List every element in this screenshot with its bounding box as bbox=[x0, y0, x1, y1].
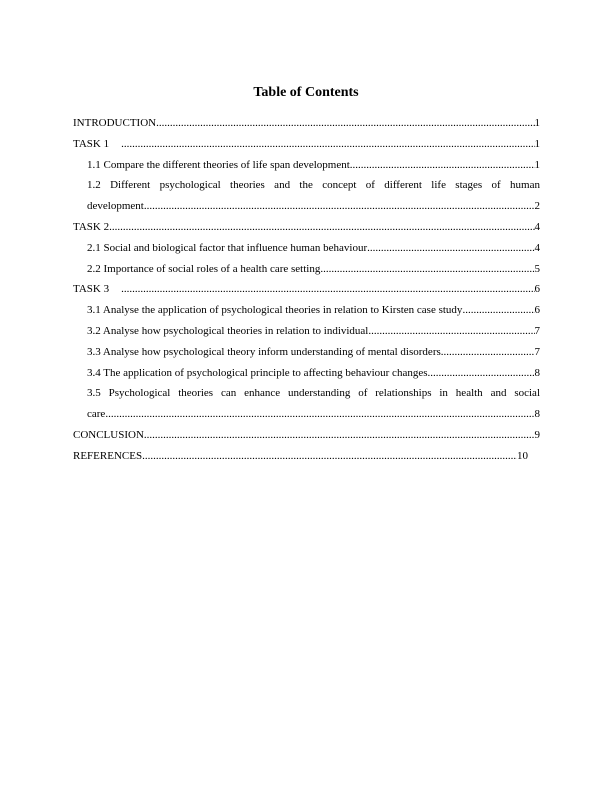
toc-entry-line2 bbox=[87, 196, 540, 217]
dot-leader bbox=[367, 238, 534, 259]
toc-entry-page: 6 bbox=[534, 304, 540, 317]
toc-entry-label: 3.4 The application of psychological principle to affecting behaviour changes bbox=[87, 366, 428, 379]
dot-leader bbox=[441, 342, 535, 363]
dot-leader bbox=[121, 279, 534, 300]
toc-entry-task-3[interactable] bbox=[73, 279, 540, 300]
toc-entry-page: 7 bbox=[534, 345, 540, 358]
toc-entry-label: 3.2 Analyse how psychological theories in relation to individual bbox=[87, 324, 369, 337]
toc-entry-label: INTRODUCTION bbox=[73, 117, 157, 129]
toc-entry-page: 10 bbox=[517, 449, 528, 462]
dot-leader bbox=[427, 363, 534, 384]
dot-leader bbox=[109, 217, 534, 238]
toc-entry-1-1[interactable] bbox=[73, 155, 540, 176]
toc-entry-page: 8 bbox=[534, 366, 540, 379]
dot-leader bbox=[320, 259, 534, 280]
toc-entry-3-5[interactable] bbox=[73, 383, 540, 425]
toc-entry-label: 1.1 Compare the different theories of life span development bbox=[87, 158, 350, 171]
toc-entry-page: 6 bbox=[534, 283, 540, 296]
toc-entry-task-1[interactable] bbox=[73, 134, 540, 155]
toc-entry-page: 4 bbox=[534, 241, 540, 254]
toc-entry-2-1[interactable] bbox=[73, 238, 540, 259]
toc-entry-1-2[interactable] bbox=[73, 175, 540, 217]
toc-entry-label-line2: development bbox=[87, 200, 144, 213]
toc-entry-references[interactable] bbox=[73, 446, 528, 467]
toc-entry-page: 1 bbox=[534, 137, 540, 150]
toc-entry-page: 4 bbox=[534, 220, 540, 233]
toc-entry-2-2[interactable] bbox=[73, 259, 540, 280]
toc-entry-conclusion[interactable] bbox=[73, 425, 540, 446]
dot-leader bbox=[142, 446, 517, 467]
toc-entry-label: 2.1 Social and biological factor that influence human behaviour bbox=[87, 241, 368, 254]
toc-entry-label: CONCLUSION bbox=[73, 428, 144, 441]
toc-entry-introduction[interactable] bbox=[73, 113, 540, 134]
toc-entry-label-line2: care bbox=[87, 408, 106, 421]
toc-entry-page: 2 bbox=[534, 200, 540, 213]
dot-leader bbox=[121, 134, 534, 155]
dot-leader bbox=[368, 321, 534, 342]
table-of-contents bbox=[73, 113, 540, 467]
toc-title: Table of Contents bbox=[253, 85, 359, 100]
dot-leader bbox=[105, 404, 534, 425]
dot-leader bbox=[144, 425, 535, 446]
dot-leader bbox=[350, 155, 535, 176]
toc-entry-line2 bbox=[87, 404, 540, 425]
toc-entry-label: 2.2 Importance of social roles of a health care setting bbox=[87, 262, 321, 275]
toc-entry-task-2[interactable] bbox=[73, 217, 540, 238]
toc-entry-page: 8 bbox=[534, 408, 540, 421]
dot-leader bbox=[156, 113, 534, 134]
toc-entry-3-3[interactable] bbox=[73, 342, 540, 363]
toc-entry-page: 1 bbox=[534, 117, 540, 129]
toc-entry-3-4[interactable] bbox=[73, 363, 540, 384]
toc-entry-page: 1 bbox=[534, 158, 540, 171]
toc-entry-label-line1: 3.5 Psychological theories can enhance understanding of relationships in health and social bbox=[87, 387, 540, 400]
toc-entry-label-line1: 1.2 Different psychological theories and the concept of different life stages of human bbox=[87, 179, 540, 192]
toc-entry-label: 3.3 Analyse how psychological theory inform understanding of mental disorders bbox=[87, 345, 441, 358]
toc-entry-label: REFERENCES bbox=[73, 449, 143, 462]
toc-entry-label: 3.1 Analyse the application of psychological theories in relation to Kirsten case study bbox=[87, 304, 463, 317]
toc-entry-3-1[interactable] bbox=[73, 300, 540, 321]
toc-entry-page: 7 bbox=[534, 324, 540, 337]
toc-entry-label: TASK 1 bbox=[73, 137, 110, 150]
dot-leader bbox=[462, 300, 534, 321]
toc-entry-label: TASK 3 bbox=[73, 283, 110, 296]
toc-entry-page: 5 bbox=[534, 262, 540, 275]
dot-leader bbox=[144, 196, 535, 217]
toc-entry-label: TASK 2 bbox=[73, 220, 110, 233]
toc-entry-page: 9 bbox=[534, 428, 540, 441]
toc-entry-3-2[interactable] bbox=[73, 321, 540, 342]
